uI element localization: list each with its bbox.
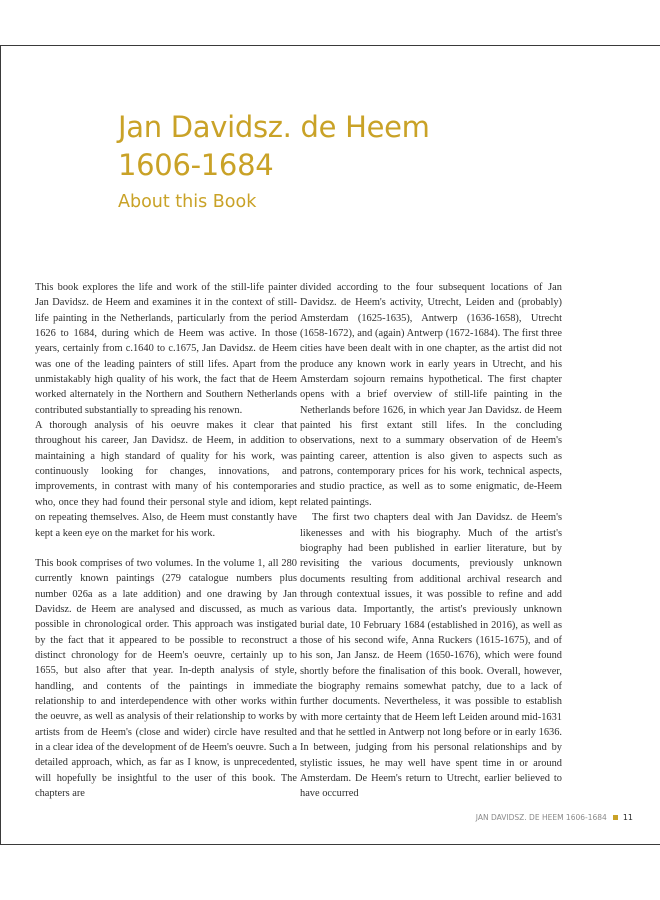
section-subtitle: About this Book (118, 192, 257, 212)
footer-square-icon (613, 815, 618, 820)
running-head: JAN DAVIDSZ. DE HEEM 1606-1684 (475, 813, 607, 822)
paragraph: divided according to the four subsequent locations of Jan Davidsz. de Heem's activity, Utrecht, Leiden and (probably) Amsterdam (1625-1635), Antwerp (1636-1658), Utrecht (1658-1672), and (again) Antwerp (1672-1684). The first three cities have been dealt with in one chapter, as the artist did not produce any known work in early years in Utrecht, and his Amsterdam sojourn remains hypothetical. The first chapter opens with a brief overview of still-life painting in the Netherlands before 1626, in which year Jan Davidsz. de Heem painted his first extant still lifes. In the concluding observations, next to a summary observation of de Heem's painting career, attention is also given to aspects such as patrons, contemporary prices for his work, technical aspects, and studio practice, as well as to some enigmatic, de-Heem related paintings. (300, 282, 562, 508)
book-dates: 1606-1684 (118, 148, 274, 182)
right-text-column (300, 280, 562, 802)
paragraph: This book explores the life and work of the still-life painter Jan Davidsz. de Heem and examines it in the context of still-life painting in the Netherlands, particularly from the period 1626 to 1684, during which de Heem was active. In those years, certainly from c.1640 to c.1675, Jan Davidsz. de Heem was one of the leading painters of still lifes. Apart from the unmistakably high quality of his work, the fact that de Heem worked alternately in the Northern and Southern Netherlands contributed substantially to spreading his renown. (35, 282, 297, 416)
left-text-column (35, 280, 297, 801)
paragraph: This book comprises of two volumes. In the volume 1, all 280 currently known paintings (279 catalogue numbers plus number 026a as a late addition) and one drawing by Jan Davidsz. de Heem are analysed and discussed, as much as possible in chronological order. This approach was instigated by the fact that it appeared to be possible to reconstruct a distinct chronology for de Heem's oeuvre, certainly up to 1655, but also after that year. In-depth analysis of style, handling, and contents of the paintings in immediate relationship to and interdependence with other works within the oeuvre, as well as analysis of their relationship to works by artists from de Heem's (close and wider) circle have resulted in a clear idea of the development of de Heem's oeuvre. Such a detailed approach, which, as far as I know, is unprecedented, will hopefully be insightful to the user of this book. The chapters are (35, 557, 297, 799)
page-footer (476, 813, 633, 822)
title-block (118, 108, 430, 214)
paragraph: The first two chapters deal with Jan Davidsz. de Heem's likenesses and with his biography. Much of the artist's biography had been published in earlier literature, but by revisiting the various documents, previously unknown documents resulting from additional archival research and through contextual issues, it was possible to refine and add various data. Importantly, the artist's previously unknown burial date, 10 February 1684 (established in 2016), as well as those of his second wife, Anna Ruckers (1615-1675), and of his son, Jan Jansz. de Heem (1650-1676), which were found shortly before the finalisation of this book. Overall, however, the biography remains somewhat patchy, due to a lack of further documents. Nevertheless, it was possible to establish with more certainty that de Heem left Leiden around mid-1631 and that he settled in Antwerp not long before or in early 1636. In between, judging from his personal relationships and by stylistic issues, he may well have spent time in or around Amsterdam. De Heem's return to Utrecht, earlier believed to have occurred (300, 512, 562, 800)
paragraph: A thorough analysis of his oeuvre makes it clear that throughout his career, Jan Davidsz. de Heem, in addition to maintaining a high standard of quality for his work, was continuously looking for changes, innovations, and improvements, in contrast with many of his contemporaries who, once they had found their personal style and idiom, kept on repeating themselves. Also, de Heem must constantly have kept a keen eye on the market for his work. (35, 420, 297, 539)
book-title: Jan Davidsz. de Heem (118, 110, 430, 144)
page-number: 11 (622, 813, 633, 822)
